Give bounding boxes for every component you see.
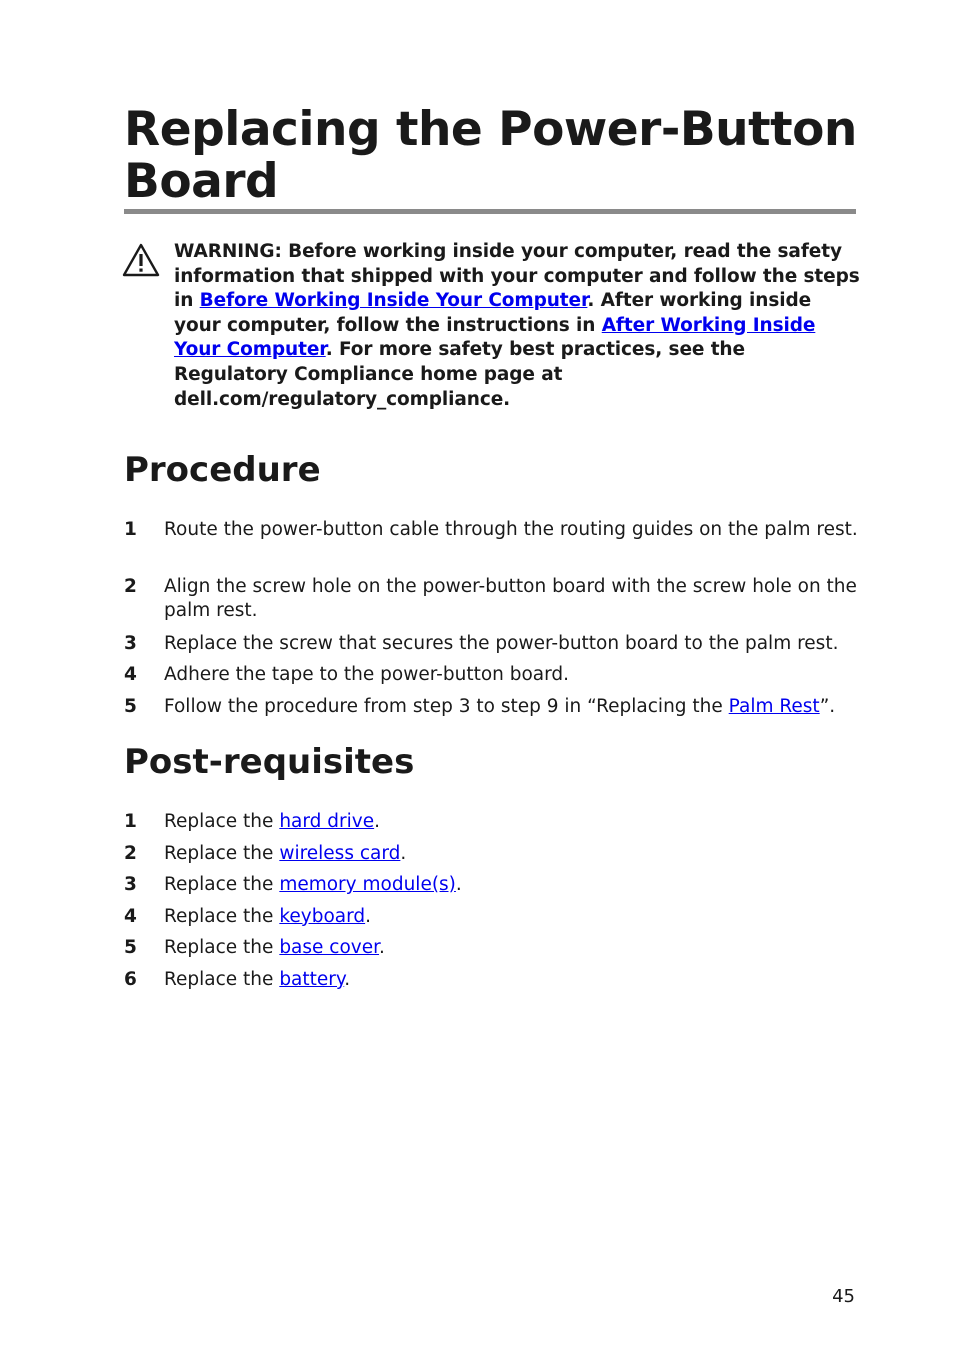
step-text-suffix: . bbox=[365, 905, 372, 927]
list-item bbox=[124, 663, 864, 695]
step-text: Replace the screw that secures the power-button board to the palm rest. bbox=[164, 633, 839, 654]
step-number: 1 bbox=[124, 811, 137, 832]
title-rule bbox=[124, 209, 856, 214]
list-item bbox=[124, 842, 864, 874]
page-title: Replacing the Power-Button Board bbox=[124, 102, 857, 209]
list-item bbox=[124, 936, 864, 968]
keyboard-link[interactable]: keyboard bbox=[279, 905, 366, 927]
procedure-heading: Procedure bbox=[124, 450, 321, 490]
after-working-link[interactable]: After Working Inside Your Computer bbox=[174, 314, 816, 361]
step-number: 4 bbox=[124, 905, 137, 927]
step-number: 5 bbox=[124, 696, 137, 717]
hard-drive-link[interactable]: hard drive bbox=[279, 811, 375, 832]
wireless-card-link[interactable]: wireless card bbox=[279, 842, 401, 864]
step-text-prefix: Replace the bbox=[164, 874, 280, 896]
list-item bbox=[124, 632, 864, 663]
step-text-suffix: . bbox=[374, 811, 380, 832]
step-text-suffix: ”. bbox=[819, 696, 836, 717]
step-number: 3 bbox=[124, 633, 137, 654]
post-requisites-heading: Post-requisites bbox=[124, 742, 415, 782]
step-text: Adhere the tape to the power-button board. bbox=[164, 664, 570, 685]
procedure-list bbox=[124, 518, 864, 719]
step-number: 5 bbox=[124, 937, 137, 959]
warning-prefix: WARNING: Before working inside your computer, read the safety information that shipped with your computer and follow the steps in bbox=[174, 241, 860, 312]
palm-rest-link[interactable]: Palm Rest bbox=[728, 696, 820, 717]
list-item bbox=[124, 695, 864, 719]
step-text-prefix: Replace the bbox=[164, 905, 280, 927]
list-item bbox=[124, 518, 864, 551]
warning-text bbox=[174, 240, 864, 412]
list-item bbox=[124, 905, 864, 937]
step-number: 6 bbox=[124, 968, 137, 990]
list-item bbox=[124, 968, 864, 992]
warning-triangle-icon bbox=[122, 243, 160, 277]
step-text-prefix: Replace the bbox=[164, 937, 280, 959]
step-text-suffix: . bbox=[455, 874, 462, 896]
before-working-link[interactable]: Before Working Inside Your Computer bbox=[199, 290, 588, 312]
list-item bbox=[124, 575, 864, 621]
step-text-prefix: Replace the bbox=[164, 811, 280, 832]
step-number: 4 bbox=[124, 664, 137, 685]
step-number: 2 bbox=[124, 576, 137, 597]
step-text-suffix: . bbox=[400, 842, 407, 864]
step-number: 1 bbox=[124, 519, 137, 540]
step-number: 3 bbox=[124, 874, 137, 896]
step-text-suffix: . bbox=[379, 937, 385, 959]
memory-module-link[interactable]: memory module(s) bbox=[279, 874, 456, 896]
step-number: 2 bbox=[124, 842, 137, 864]
step-text-suffix: . bbox=[344, 968, 351, 990]
list-item bbox=[124, 810, 864, 842]
list-item bbox=[124, 873, 864, 905]
page-number: 45 bbox=[832, 1286, 855, 1307]
warning-middle: . After working inside your computer, follow the instructions in bbox=[174, 290, 812, 336]
step-text: Route the power-button cable through the routing guides on the palm rest. bbox=[164, 519, 858, 540]
step-text: Align the screw hole on the power-button board with the screw hole on the palm rest. bbox=[164, 576, 857, 621]
post-requisites-list bbox=[124, 810, 864, 992]
warning-suffix: . For more safety best practices, see the Regulatory Compliance home page at dell.com/regulatory_compliance. bbox=[174, 339, 745, 410]
step-text-prefix: Replace the bbox=[164, 842, 280, 864]
base-cover-link[interactable]: base cover bbox=[279, 937, 380, 959]
battery-link[interactable]: battery bbox=[279, 968, 345, 990]
step-text-prefix: Replace the bbox=[164, 968, 280, 990]
step-text-prefix: Follow the procedure from step 3 to step 9 in “Replacing the bbox=[164, 696, 729, 717]
